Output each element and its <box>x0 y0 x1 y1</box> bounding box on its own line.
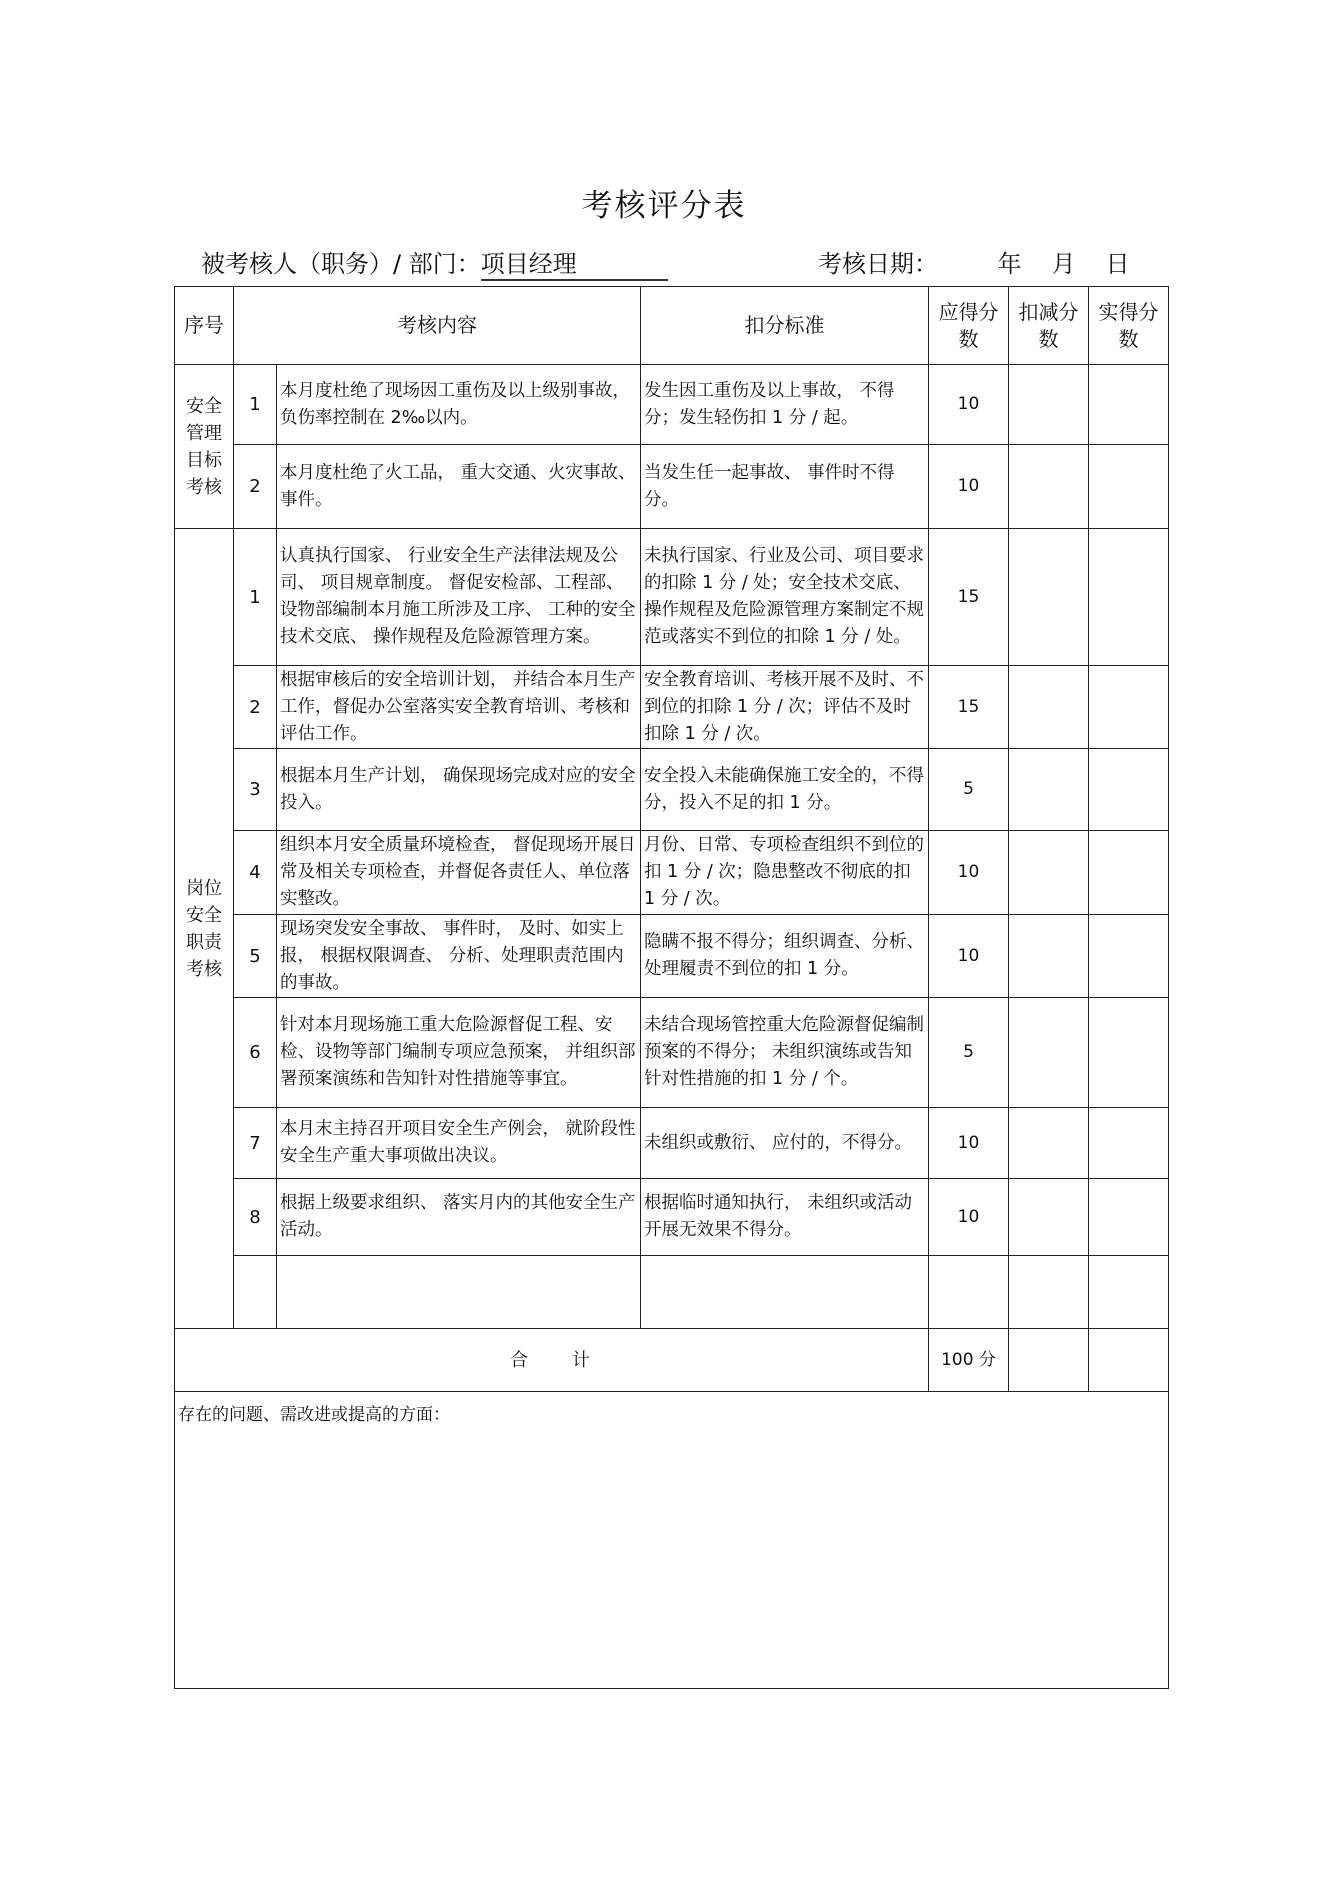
row-deduct[interactable] <box>1009 529 1089 666</box>
row-score: 10 <box>929 831 1009 915</box>
date-label: 考核日期： <box>818 250 938 278</box>
row-score: 10 <box>929 445 1009 529</box>
row-number: 8 <box>234 1179 277 1256</box>
row-standard: 月份、日常、专项检查组织不到位的扣 1 分 / 次；隐患整改不彻底的扣 1 分 / 次。 <box>641 831 929 915</box>
row-content: 组织本月安全质量环境检查， 督促现场开展日常及相关专项检查，并督促各责任人、单位落实整改。 <box>277 831 641 915</box>
row-actual[interactable] <box>1089 365 1169 445</box>
row-actual[interactable] <box>1089 998 1169 1108</box>
row-deduct[interactable] <box>1009 1179 1089 1256</box>
row-standard: 隐瞒不报不得分；组织调查、分析、处理履责不到位的扣 1 分。 <box>641 915 929 998</box>
blank-cell[interactable] <box>1009 1256 1089 1329</box>
row-content: 本月末主持召开项目安全生产例会， 就阶段性安全生产重大事项做出决议。 <box>277 1108 641 1179</box>
row-actual[interactable] <box>1089 529 1169 666</box>
row-deduct[interactable] <box>1009 831 1089 915</box>
row-score: 15 <box>929 666 1009 749</box>
table-row <box>175 915 1169 998</box>
day-label: 日 <box>1105 250 1130 278</box>
table-row <box>175 365 1169 445</box>
total-deduct[interactable] <box>1009 1329 1089 1392</box>
person-value: 项目经理 <box>481 249 668 281</box>
month-label: 月 <box>1051 250 1076 278</box>
row-score: 10 <box>929 1108 1009 1179</box>
date-line <box>818 244 1130 279</box>
row-deduct[interactable] <box>1009 666 1089 749</box>
notes-label: 存在的问题、需改进或提高的方面： <box>178 1405 450 1425</box>
col-due: 应得分数 <box>929 287 1009 365</box>
row-score: 10 <box>929 365 1009 445</box>
row-deduct[interactable] <box>1009 445 1089 529</box>
table-row <box>175 749 1169 831</box>
blank-cell[interactable] <box>277 1256 641 1329</box>
row-standard: 未组织或敷衍、 应付的，不得分。 <box>641 1108 929 1179</box>
score-table <box>174 286 1169 1689</box>
notes-row <box>175 1392 1169 1689</box>
total-row <box>175 1329 1169 1392</box>
row-number: 3 <box>234 749 277 831</box>
total-actual[interactable] <box>1089 1329 1169 1392</box>
row-content: 根据上级要求组织、 落实月内的其他安全生产活动。 <box>277 1179 641 1256</box>
row-number: 1 <box>234 365 277 445</box>
row-number: 1 <box>234 529 277 666</box>
row-number: 6 <box>234 998 277 1108</box>
total-label: 合计 <box>175 1329 929 1392</box>
row-actual[interactable] <box>1089 1179 1169 1256</box>
row-content: 根据审核后的安全培训计划， 并结合本月生产工作，督促办公室落实安全教育培训、考核和评估工作。 <box>277 666 641 749</box>
row-standard: 发生因工重伤及以上事故， 不得分；发生轻伤扣 1 分 / 起。 <box>641 365 929 445</box>
category-cell: 岗位安全职责考核 <box>175 529 234 1329</box>
col-standard: 扣分标准 <box>641 287 929 365</box>
row-content: 认真执行国家、 行业安全生产法律法规及公司、 项目规章制度。 督促安检部、工程部、设物部编制本月施工所涉及工序、 工种的安全技术交底、 操作规程及危险源管理方案。 <box>277 529 641 666</box>
row-actual[interactable] <box>1089 749 1169 831</box>
category-cell: 安全管理目标考核 <box>175 365 234 529</box>
blank-cell[interactable] <box>234 1256 277 1329</box>
table-row <box>175 445 1169 529</box>
col-content: 考核内容 <box>234 287 641 365</box>
row-number: 5 <box>234 915 277 998</box>
row-deduct[interactable] <box>1009 915 1089 998</box>
row-score: 15 <box>929 529 1009 666</box>
row-standard: 未结合现场管控重大危险源督促编制预案的不得分； 未组织演练或告知针对性措施的扣 1 分 / 个。 <box>641 998 929 1108</box>
row-deduct[interactable] <box>1009 749 1089 831</box>
row-number: 7 <box>234 1108 277 1179</box>
blank-cell[interactable] <box>1089 1256 1169 1329</box>
table-row <box>175 998 1169 1108</box>
year-label: 年 <box>997 250 1022 278</box>
row-number: 2 <box>234 666 277 749</box>
header-row <box>175 287 1169 365</box>
row-score: 5 <box>929 998 1009 1108</box>
row-content: 现场突发安全事故、 事件时， 及时、如实上报， 根据权限调查、 分析、处理职责范围内的事故。 <box>277 915 641 998</box>
row-actual[interactable] <box>1089 915 1169 998</box>
row-deduct[interactable] <box>1009 998 1089 1108</box>
blank-cell[interactable] <box>641 1256 929 1329</box>
row-actual[interactable] <box>1089 666 1169 749</box>
table-row <box>175 831 1169 915</box>
blank-row <box>175 1256 1169 1329</box>
total-score: 100 分 <box>929 1329 1009 1392</box>
table-row <box>175 1179 1169 1256</box>
col-seq: 序号 <box>175 287 234 365</box>
table-row <box>175 1108 1169 1179</box>
row-content: 本月度杜绝了现场因工重伤及以上级别事故，负伤率控制在 2‰以内。 <box>277 365 641 445</box>
row-standard: 安全教育培训、考核开展不及时、不到位的扣除 1 分 / 次；评估不及时扣除 1 分 / 次。 <box>641 666 929 749</box>
row-number: 4 <box>234 831 277 915</box>
row-actual[interactable] <box>1089 445 1169 529</box>
notes-area[interactable] <box>175 1392 1169 1689</box>
row-actual[interactable] <box>1089 831 1169 915</box>
person-label: 被考核人（职务）/ 部门： <box>201 250 481 278</box>
row-standard: 当发生任一起事故、 事件时不得分。 <box>641 445 929 529</box>
row-score: 5 <box>929 749 1009 831</box>
date-ymd <box>998 244 1130 279</box>
row-number: 2 <box>234 445 277 529</box>
row-deduct[interactable] <box>1009 365 1089 445</box>
col-deduct: 扣减分数 <box>1009 287 1089 365</box>
row-content: 本月度杜绝了火工品， 重大交通、火灾事故、事件。 <box>277 445 641 529</box>
row-score: 10 <box>929 915 1009 998</box>
row-standard: 根据临时通知执行， 未组织或活动开展无效果不得分。 <box>641 1179 929 1256</box>
row-standard: 安全投入未能确保施工安全的，不得分，投入不足的扣 1 分。 <box>641 749 929 831</box>
table-row <box>175 529 1169 666</box>
row-score: 10 <box>929 1179 1009 1256</box>
row-deduct[interactable] <box>1009 1108 1089 1179</box>
table-row <box>175 666 1169 749</box>
person-line <box>201 244 668 281</box>
row-content: 根据本月生产计划， 确保现场完成对应的安全投入。 <box>277 749 641 831</box>
page-title: 考核评分表 <box>581 188 747 224</box>
col-actual: 实得分数 <box>1089 287 1169 365</box>
row-standard: 未执行国家、行业及公司、项目要求的扣除 1 分 / 处；安全技术交底、操作规程及危险源管理方案制定不规范或落实不到位的扣除 1 分 / 处。 <box>641 529 929 666</box>
row-content: 针对本月现场施工重大危险源督促工程、安检、设物等部门编制专项应急预案， 并组织部署预案演练和告知针对性措施等事宜。 <box>277 998 641 1108</box>
row-actual[interactable] <box>1089 1108 1169 1179</box>
blank-cell[interactable] <box>929 1256 1009 1329</box>
